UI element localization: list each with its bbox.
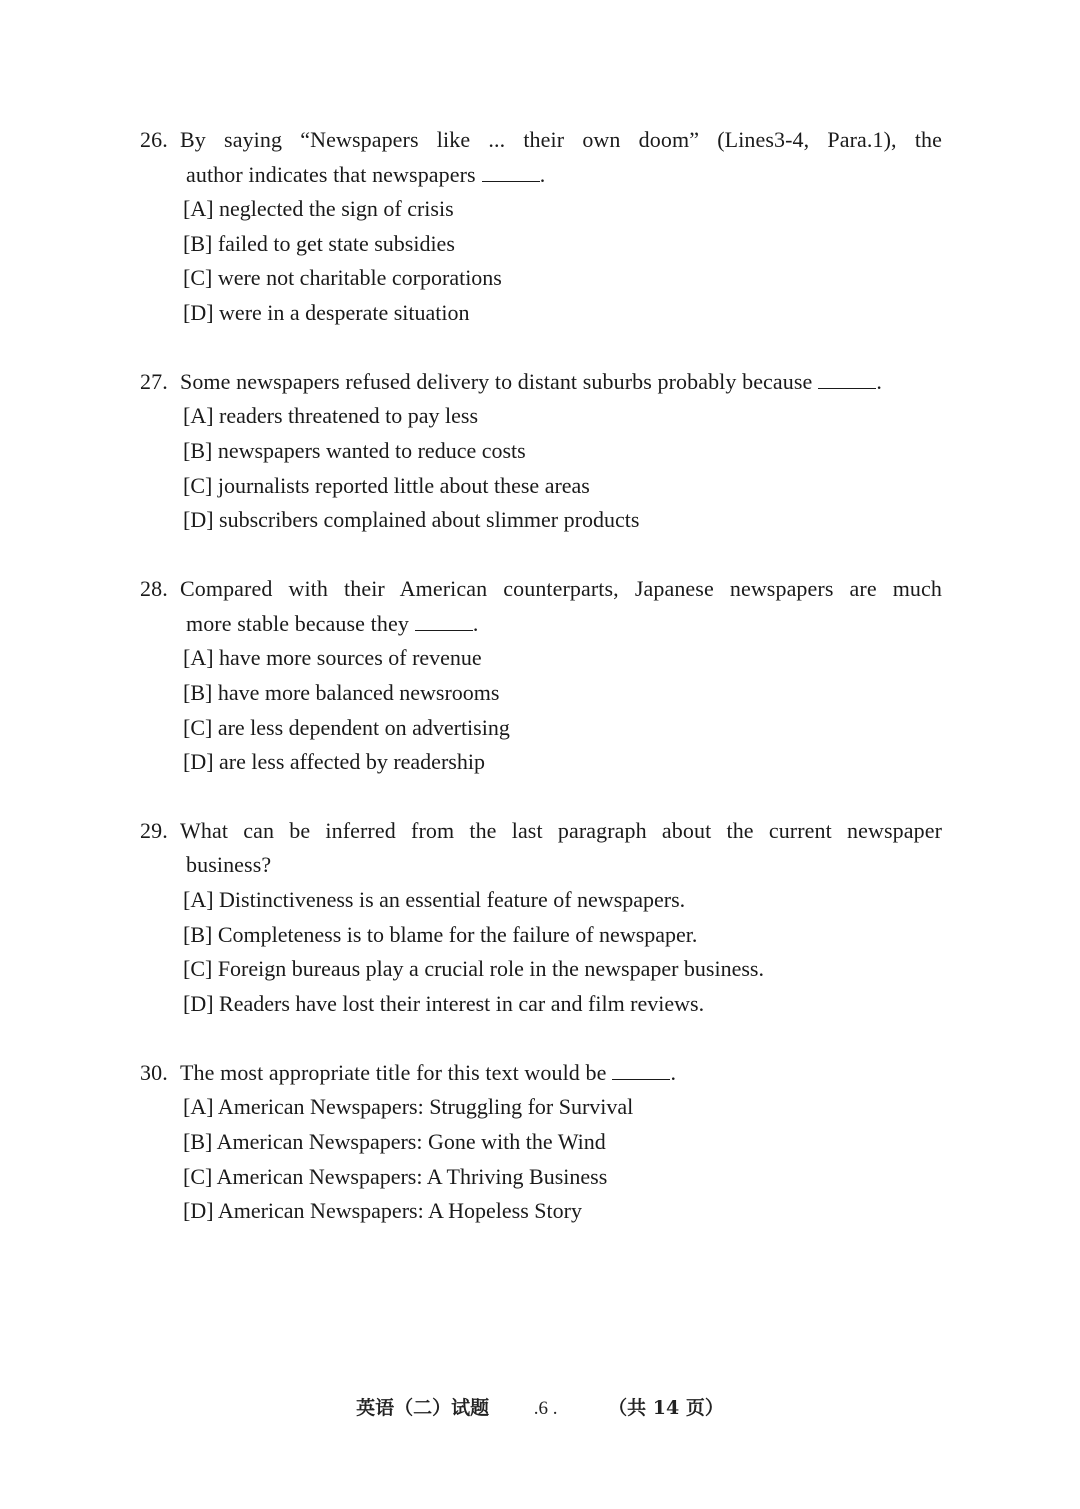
stem-line-2: more stable because they <box>186 610 409 636</box>
options-list <box>140 1090 942 1229</box>
question-26 <box>140 123 942 331</box>
option-d: [D] Readers have lost their interest in car and film reviews. <box>183 991 705 1017</box>
question-stem: 26. By saying “Newspapers like ... their own doom” (Lines3-4, Para.1), the author indicates that newspapers . <box>140 123 942 192</box>
option-a: [A] American Newspapers: Struggling for Survival <box>183 1094 634 1120</box>
option-a: [A] neglected the sign of crisis <box>183 196 454 221</box>
option-d: [D] subscribers complained about slimmer products <box>183 507 640 533</box>
option-b: [B] Completeness is to blame for the failure of newspaper. <box>183 921 698 947</box>
answer-blank <box>612 1078 670 1080</box>
question-30 <box>140 1056 942 1229</box>
footer-page-number: .6 . <box>533 1398 558 1419</box>
option-b: [B] newspapers wanted to reduce costs <box>183 438 526 464</box>
page-footer <box>0 1393 1080 1424</box>
stem-line-1: By saying “Newspapers like ... their own doom” (Lines3-4, Para.1), the <box>180 127 942 152</box>
stem-line-2: author indicates that newspapers <box>186 161 476 187</box>
questions-section <box>140 123 942 1263</box>
stem-line-1: Compared with their American counterparts, Japanese newspapers are much <box>180 576 942 602</box>
options-list <box>140 192 942 331</box>
question-number: 30. <box>140 1059 168 1085</box>
option-d: [D] American Newspapers: A Hopeless Story <box>183 1198 582 1224</box>
options-list <box>140 641 942 780</box>
options-list <box>140 399 942 538</box>
stem-line-1: What can be inferred from the last paragraph about the current newspaper <box>180 817 942 843</box>
footer-total-pages: （共 14 页） <box>608 1397 724 1419</box>
question-number: 27. <box>140 368 168 394</box>
option-a: [A] readers threatened to pay less <box>183 403 479 429</box>
option-d: [D] were in a desperate situation <box>183 300 470 326</box>
question-27 <box>140 365 942 538</box>
option-b: [B] have more balanced newsrooms <box>183 679 500 705</box>
answer-blank <box>818 387 876 389</box>
question-number: 29. <box>140 817 168 843</box>
question-stem: 27. Some newspapers refused delivery to distant suburbs probably because . <box>140 365 942 400</box>
question-number: 26. <box>140 127 168 152</box>
answer-blank <box>482 180 540 182</box>
stem-line-1: Some newspapers refused delivery to distant suburbs probably because <box>180 368 813 394</box>
option-b: [B] American Newspapers: Gone with the Wind <box>183 1128 606 1154</box>
option-c: [C] journalists reported little about these areas <box>183 472 590 498</box>
question-stem: 28. Compared with their American counterparts, Japanese newspapers are much more stable because they . <box>140 572 942 641</box>
option-c: [C] American Newspapers: A Thriving Business <box>183 1163 608 1189</box>
option-c: [C] were not charitable corporations <box>183 265 502 291</box>
option-d: [D] are less affected by readership <box>183 749 485 775</box>
question-29 <box>140 814 942 1022</box>
options-list <box>140 883 942 1022</box>
option-b: [B] failed to get state subsidies <box>183 230 455 256</box>
question-28 <box>140 572 942 780</box>
option-c: [C] Foreign bureaus play a crucial role in the newspaper business. <box>183 956 764 982</box>
question-stem <box>140 814 942 883</box>
option-a: [A] have more sources of revenue <box>183 645 482 671</box>
option-c: [C] are less dependent on advertising <box>183 714 510 740</box>
question-number: 28. <box>140 576 168 602</box>
stem-line-2: business? <box>186 852 272 878</box>
answer-blank <box>415 629 473 631</box>
footer-exam-title: 英语（二）试题 <box>356 1397 490 1419</box>
stem-line-1: The most appropriate title for this text would be <box>180 1059 607 1085</box>
option-a: [A] Distinctiveness is an essential feature of newspapers. <box>183 886 686 912</box>
question-stem: 30. The most appropriate title for this text would be . <box>140 1056 942 1091</box>
